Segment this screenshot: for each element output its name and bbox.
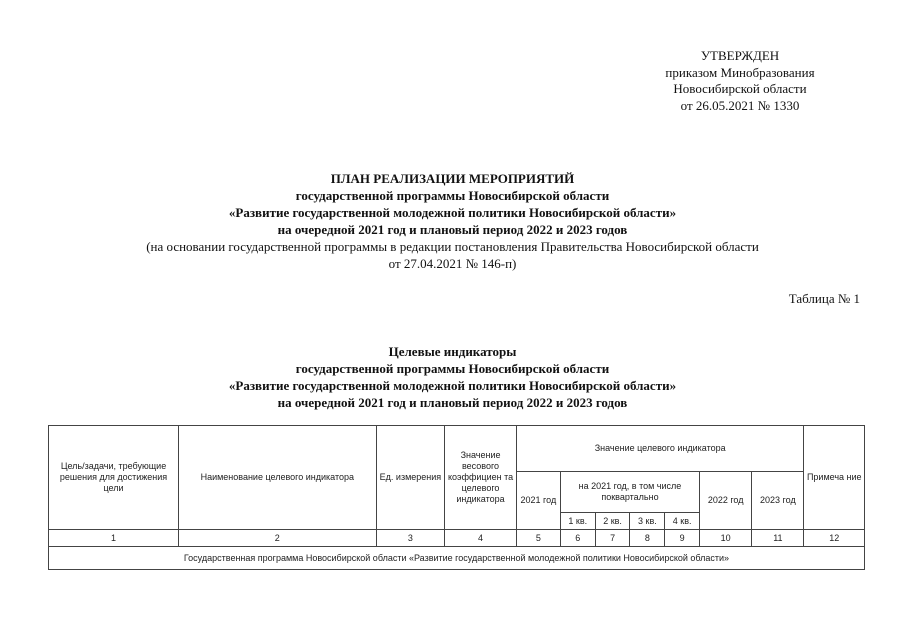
plan-heading [0, 170, 905, 272]
plan-subtitle-1: государственной программы Новосибирской области [295, 188, 610, 203]
indicators-heading [0, 343, 905, 411]
plan-subtitle-2: «Развитие государственной молодежной политики Новосибирской области» [228, 205, 677, 220]
plan-subtitle-3: на очередной 2021 год и плановый период 2022 и 2023 годов [277, 222, 628, 237]
column-number: 12 [804, 530, 865, 547]
column-number: 2 [179, 530, 377, 547]
column-number-row [49, 530, 865, 547]
header-q4: 4 кв. [665, 513, 700, 530]
indicators-table [48, 425, 865, 570]
column-number: 7 [595, 530, 630, 547]
header-goal: Цель/задачи, требующие решения для достижения цели [49, 426, 179, 530]
header-2022: 2022 год [700, 472, 752, 530]
table-number: Таблица № 1 [788, 291, 860, 306]
approval-date: от 26.05.2021 № 1330 [680, 97, 800, 113]
indicators-title: Целевые индикаторы [388, 344, 517, 359]
header-unit: Ед. измерения [376, 426, 445, 530]
header-weight: Значение весового коэффициен та целевого индикатора [445, 426, 517, 530]
header-indicator-name: Наименование целевого индикатора [179, 426, 377, 530]
header-2023: 2023 год [752, 472, 804, 530]
table-row [49, 547, 865, 570]
indicators-subtitle-2: «Развитие государственной молодежной политики Новосибирской области» [228, 378, 677, 393]
column-number: 3 [376, 530, 445, 547]
column-number: 11 [752, 530, 804, 547]
column-number: 8 [630, 530, 665, 547]
column-number: 5 [516, 530, 560, 547]
approval-block [600, 48, 880, 114]
indicators-subtitle-1: государственной программы Новосибирской области [295, 361, 610, 376]
program-row: Государственная программа Новосибирской области «Развитие государственной молодежной политики Новосибирской области» [49, 547, 865, 570]
header-q3: 3 кв. [630, 513, 665, 530]
plan-title: ПЛАН РЕАЛИЗАЦИИ МЕРОПРИЯТИЙ [330, 171, 575, 186]
header-value-group: Значение целевого индикатора [516, 426, 804, 472]
column-number: 4 [445, 530, 517, 547]
approval-region: Новосибирской области [673, 81, 807, 96]
plan-basis-1: (на основании государственной программы в редакции постановления Правительства Новосибирской области [146, 239, 759, 254]
column-number: 10 [700, 530, 752, 547]
header-note: Примеча ние [804, 426, 865, 530]
column-number: 1 [49, 530, 179, 547]
header-2021-quarterly: на 2021 год, в том числе поквартально [560, 472, 699, 513]
header-q1: 1 кв. [560, 513, 595, 530]
approval-status: УТВЕРЖДЕН [700, 48, 780, 63]
approval-order: приказом Минобразования [665, 64, 815, 80]
plan-basis-2: от 27.04.2021 № 146-п) [388, 256, 517, 271]
column-number: 6 [560, 530, 595, 547]
header-2021: 2021 год [516, 472, 560, 530]
column-number: 9 [665, 530, 700, 547]
indicators-subtitle-3: на очередной 2021 год и плановый период 2022 и 2023 годов [277, 395, 628, 410]
header-q2: 2 кв. [595, 513, 630, 530]
